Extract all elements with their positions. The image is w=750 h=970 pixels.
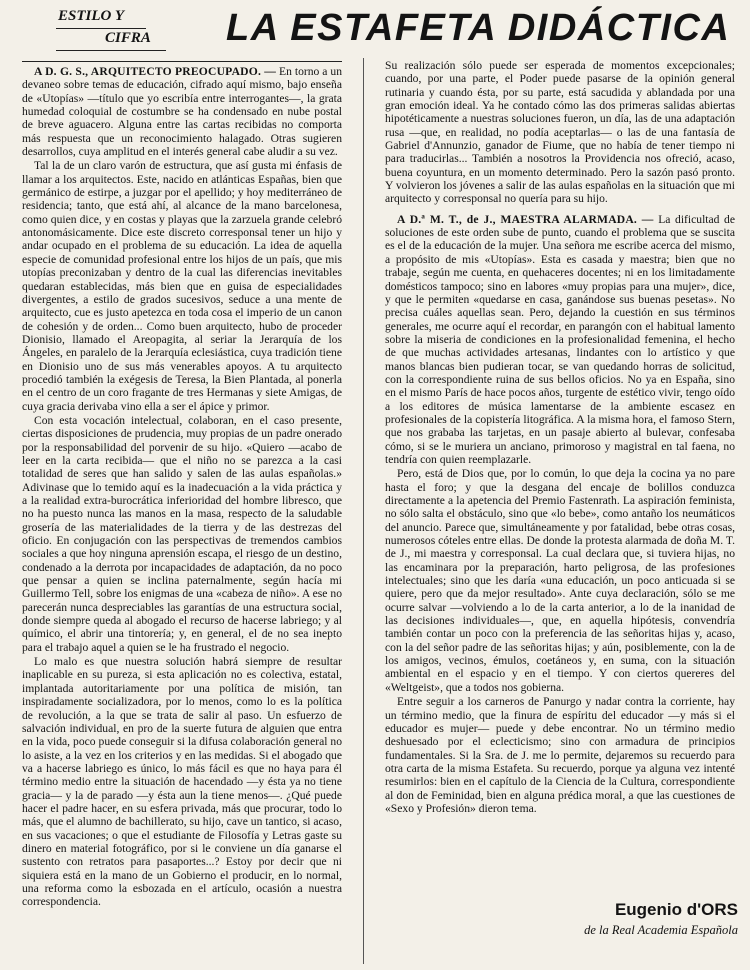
article-paragraph: Su realización sólo puede ser esperada de momentos excepcionales; cuando, por una parte, el Poder puede pasarse de la opinión general rutinaria y cuando ésta, por su parte, está sacudida y ablandada por una gran emoción ideal. Ya he contado cómo las dos primeras salidas abiertas hipotéticamente a nuestras soluciones fueron, un día, las de una adaptación rusa —que, en realidad, no podía aceptarlas— o las de una fantasía de Gabriel d'Annunzio, ganador de Fiume, que no había de tener tiempo ni para traducirlas... También a nosotros la Providencia nos ofreció, acaso, buena coyuntura, en un momento determinado. Pero la sazón pasó pronto. Y volvieron los jóvenes a salir de las aulas españolas en la situación que mi arquitecto y corresponsal no quería para su hijo. [385, 59, 735, 206]
article-paragraph: A D.ª M. T., de J., MAESTRA ALARMADA. — La dificultad de soluciones de este orden sube de punto, cuando el problema que se suscita es el de la educación de la mujer. Una señora me escribe acerca del mismo, a propósito de mis «Utopías». Esta es casada y maestra; bien que no trabaje, según me cuenta, en quehaceres docentes; ni en los limitadamente domésticos tampoco; sino en labores «muy propias para una mujer», dice, y que le permiten «quedarse en casa, ganándose sus buenas pesetas». No precisa cuáles aquellas sean. Pero, dejando la cuestión en sus términos generales, me ocurre aquí el recordar, en parangón con el habitual lamento sobre la miseria de condiciones en la profesionalidad femenina, el hecho de que muchas actividades artesanas, lindantes con lo artístico y que manos blancas bien pudieran tocar, se van quedando horras de solicitud, con la correspondiente ruina de sus bellos oficios. No ya en España, sino en el mismo París de hace pocos años, turgente de estético vivir, tengo oído a los editores de música lamentarse de la ambiente escasez en profesionales de la copistería litográfica. A la misma hora, el famoso Stern, que nos grababa las tarjetas, en un pasaje abierto al bulevar, confesaba cómo, si se le muriera un anciano, primoroso y magistral en tal faena, no tendría con quien reemplazarle. [385, 212, 735, 466]
article-paragraph: A D. G. S., ARQUITECTO PREOCUPADO. — En torno a un devaneo sobre temas de educación, cifrado aquí mismo, bajo enseña de «Utopías» —título que yo escribía entre interrogantes—, la grata humedad coloquial de costumbre se ha condensado en nube postal de breve aguacero. Alguna entre las cartas recibidas no comporta más respuesta que un reconocimiento halagado. Otras sugieren desarrollos, cuya amplitud en el interés general cabe aludir a su vez. [22, 65, 342, 159]
masthead-title: LA ESTAFETA DIDÁCTICA [226, 7, 731, 49]
section-kicker-bottom: CIFRA [105, 30, 151, 46]
lead-rule [22, 61, 342, 62]
letter-heading: A D. G. S., ARQUITECTO PREOCUPADO. — [34, 65, 277, 78]
author-affiliation: de la Real Academia Española [584, 923, 738, 937]
article-paragraph: Pero, está de Dios que, por lo común, lo que deja la cocina ya no pare hasta el foro; y que la desgana del encaje de bolillos conduzca directamente a la apetencia del Premio Fastenrath. La aspiración feminista, no sólo salta el obstáculo, sino que «lo bebe», como antaño los neumáticos del anuncio. Parece que, simultáneamente y por fatalidad, bebe otras cosas, numerosos cóteles entre ellas. De donde la protesta alarmada de doña M. T. de J., mi maestra y corresponsal. La cual declara que, si tuviera hijas, no las encaminara por la preparación, harto peligrosa, de las profesiones intelectuales; sino que les daría «una educación, un poco anticuada si se quiere, pero que da mejor resultado». Ante cuya declaración, sólo se me ocurre salvar —volviendo a lo de la carta anterior, a lo de la inanidad de las decisiones individuales—, que, en aquella hipótesis, convendría también contar un poco con la preferencia de las señoritas hijas y, acaso, con la del señor padre de las señoritas hijas; y aún, posiblemente, con la de los amigos, vecinos, émulos, coetáneos y, en suma, con la situación ambiental en el espacio y en el tiempo. Y con ciertos quereres del «Weltgeist», que a todos nos gobierna. [385, 467, 735, 694]
author-signature [548, 900, 738, 938]
letter-heading: A D.ª M. T., de J., MAESTRA ALARMADA. — [397, 212, 654, 226]
column-divider [363, 58, 364, 964]
page-header [0, 0, 750, 56]
article-paragraph: Entre seguir a los carneros de Panurgo y nadar contra la corriente, hay un término medio, que la finura de espíritu del educador —y más si el educador es mujer— puede y debe encontrar. No un término medio deshuesado por el eclecticismo; sino con armadura de principios fundamentales. Si la Sra. de J. me lo permite, dejaremos su recuerdo para otra carta de la misma Estafeta. Su recuerdo, porque ya alguna vez intenté resumirlos: bien en el capítulo de la Ciencia de la Cultura, correspondiente al don de Feminidad, bien en alguna prédica moral, a que las cuestiones de «Sexo y Profesión» dieron tema. [385, 695, 735, 815]
author-name: Eugenio d'ORS [614, 900, 738, 919]
article-paragraph: Con esta vocación intelectual, colaboran, en el caso presente, ciertas disposiciones de prudencia, muy propias de un padre onerado por la responsabilidad del porvenir de su hijo. «Quiero —acabo de leer en la carta recibida— que el niño no se parezca a la casi totalidad de seres que han salido y salen de las aulas españolas.» Adivinase que lo temido aquí es la inadecuación a la vida práctica y a la realidad extra-burocrática inferioridad del hombre libresco, que no ha puesto nunca las manos en la masa, respecto de la saludable grosería de las materialidades de la tierra y de las destrezas del oficio. En conjugación con las perspectivas de tremendos cambios sociales a que hoy ninguna aprensión escapa, el riesgo de un destino, condenado a la derrota por incapacidades de adaptación, da no poco que pensar a quien se inclina paternalmente, según hacía mi Guillermo Tell, sobre los enigmas de una «cabeza de niño». A ese no parecerán nunca despreciables las garantías de una estructura social, donde siempre queda al abogado el recurso de hacerse labriego; y al químico, el abrir una tintorería; y, en general, el de no sea inepto para el trabajo aquel a quien se le ha frustrado el negocio. [22, 413, 342, 654]
left-column [22, 59, 342, 965]
kicker-rule [56, 28, 146, 29]
kicker-rule [56, 50, 166, 51]
article-paragraph: Tal la de un claro varón de estructura, que así gusta mi énfasis de llamar a los arquitectos. Este, nacido en atlánticas Españas, bien que germánico de estirpe, a juzgar por el apellido; y hoy mediterráneo de residencia; tanto, que está ahí, al alcance de la mano barcelonesa, como quien dice, y en costas y playas que la zarzuela grande celebró antonomásicamente. Dice este discreto corresponsal tener un hijo y andar ocupado en el problema de su educación. La idea de aquella especie de comunidad profesional entre los hijos de un país, que mis utopías preconizaban y dentro de la cual las diferencias inevitables quedaran establecidas, más bien que en guisa de especialidades divergentes, a estilo de grados sucesivos, seduce a una mente de arquitecto, cue es justo apetezca en toda cosa el imperio de un canon de cohesión y de orden... Como buen arquitecto, hubo de proceder Dionisio, llamado el Areopagita, al seriar la Jerarquía de los Ángeles, en paralelo de la Jerarquía eclesiástica, cuya tradición tiene en Dionisio uno de sus más venerables apoyos. A tu arquitecto procedió también la exégesis de Teresa, la Bien Plantada, al ponerla en el centro de un coro fragante de tres Hermanas y siete Amigas, de cuya gracia derivaba vino ella a ser el ápice y primor. [22, 159, 342, 413]
section-kicker-top: ESTILO Y [58, 8, 124, 24]
article-paragraph: Lo malo es que nuestra solución habrá siempre de resultar inaplicable en su pureza, si esta aplicación no es colectiva, estatal, implantada autoritariamente por una política de misión, tan inspiradamente socializadora, por lo menos, como lo es la política de revolución, a la que se trata de salir al paso. Un esfuerzo de salvación individual, en pro de la suerte futura de alguien que entra en la vida, poco puede conseguir si la difusa colaboración general no lo asiste, a la vez en los criterios y en las medidas. Si el abogado que va a hacerse labriego es único, lo más fácil es que no haya para él término medio entre la situación de hacendado —y ésta ya no tiene gracia— y la de parado —y ésta aun la tiene menos—. ¿Qué puede hacer el padre hacer, en su esfera privada, más que procurar, todo lo más, que el alumno de bachillerato, su hijo, cave un tantico, si acaso, en sus vacaciones; o que el estudiante de Filosofía y Letras gaste su dinero en material fotográfico, por si le conviene un día ganarse el sustento con retratos para pasaportes...? Estoy por decir que ni siquiera está en la mano de un Gobierno el producir, en lo normal, una reforma como la esbozada en el artículo, ocasión a nuestra correspondencia. [22, 655, 342, 909]
right-column [385, 59, 735, 881]
